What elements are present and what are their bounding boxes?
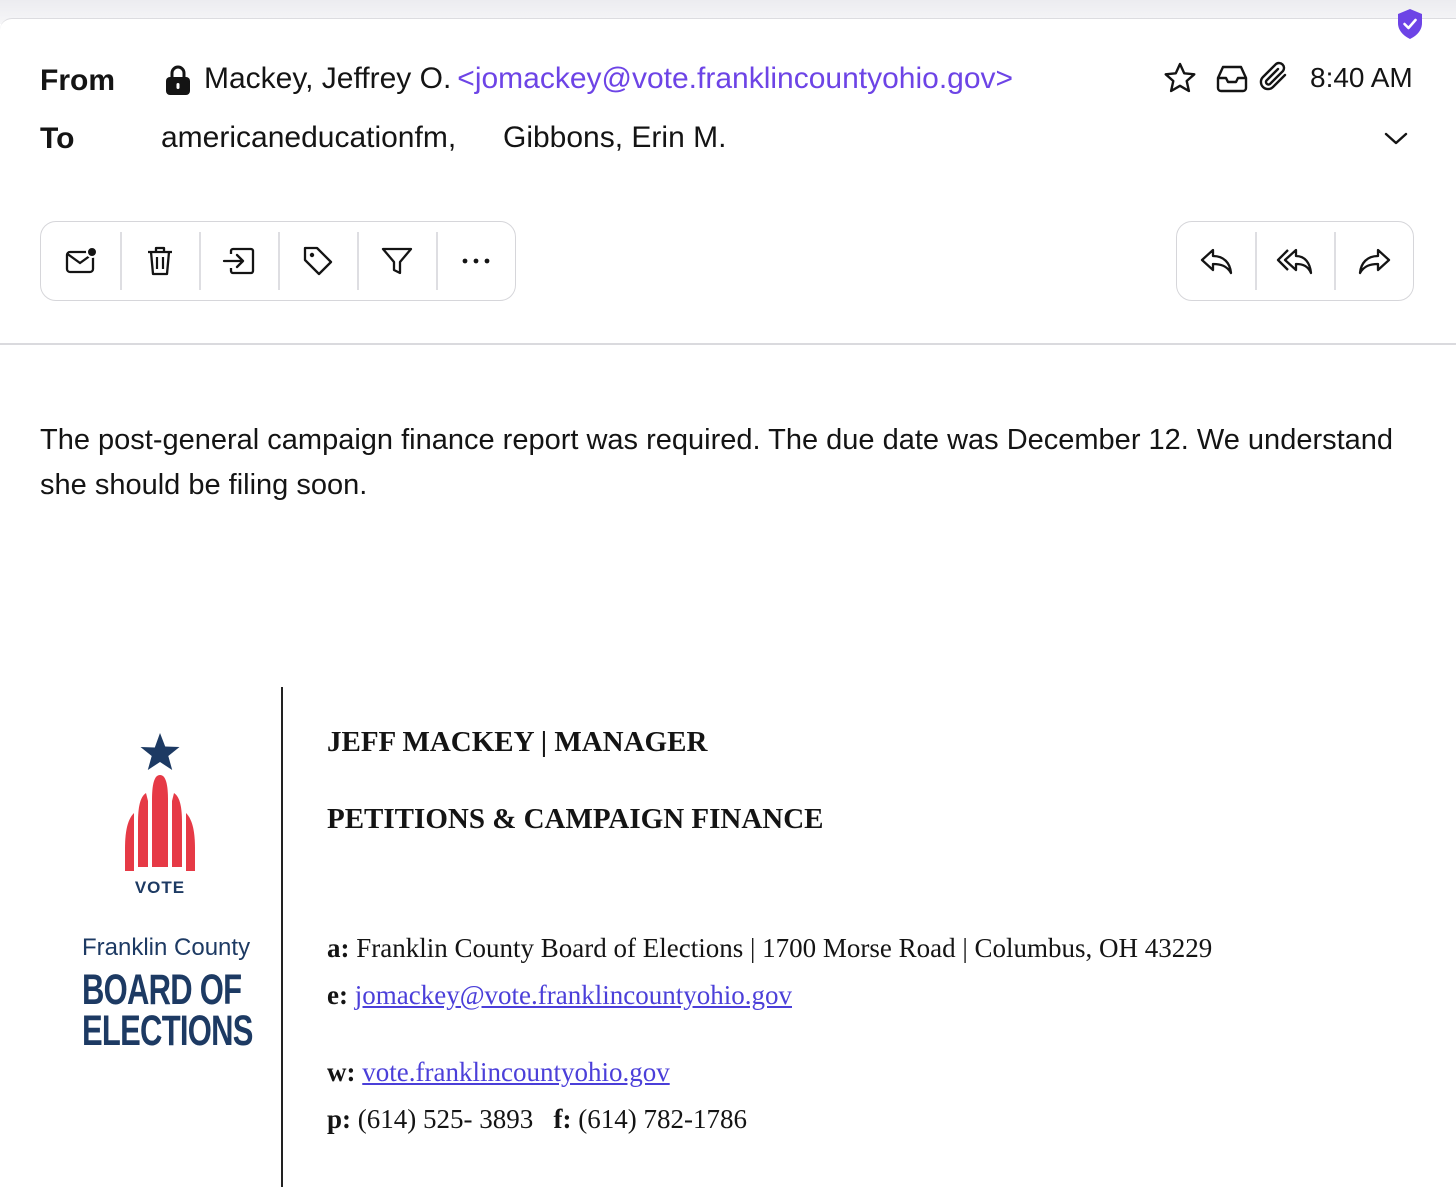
- fax-value: (614) 782-1786: [578, 1104, 747, 1134]
- signature-divider: [281, 687, 283, 1187]
- from-label: From: [40, 64, 115, 97]
- mark-unread-icon: [64, 245, 100, 277]
- more-icon: [460, 256, 492, 266]
- tag-button[interactable]: [279, 222, 357, 300]
- logo-board-line2: ELECTIONS: [82, 1007, 253, 1055]
- signature-department: PETITIONS & CAMPAIGN FINANCE: [327, 803, 824, 835]
- recipient-chip[interactable]: americaneducationfm,: [161, 121, 457, 154]
- address-label: a:: [327, 933, 350, 963]
- star-icon[interactable]: [1162, 61, 1198, 95]
- signature-address: [327, 933, 1212, 964]
- signature-email-link[interactable]: jomackey@vote.franklincountyohio.gov: [354, 980, 792, 1010]
- signature-phones: [327, 1104, 747, 1135]
- header-divider: [0, 343, 1456, 345]
- delete-button[interactable]: [121, 222, 199, 300]
- logo-board-line1: BOARD OF: [82, 966, 242, 1014]
- tag-icon: [301, 244, 335, 278]
- signature-email: [327, 980, 792, 1011]
- more-button[interactable]: [437, 222, 515, 300]
- recipient-chip[interactable]: Gibbons, Erin M.: [503, 121, 727, 154]
- inbox-tray-icon[interactable]: [1214, 62, 1250, 94]
- sender-email[interactable]: <jomackey@vote.franklincountyohio.gov>: [457, 62, 1014, 95]
- move-to-icon: [221, 245, 257, 277]
- lock-icon: [164, 64, 192, 96]
- phone-label: p:: [327, 1104, 352, 1134]
- mark-unread-button[interactable]: [43, 222, 121, 300]
- shield-check-icon: [1396, 8, 1424, 40]
- to-label: To: [40, 122, 75, 155]
- filter-icon: [380, 245, 414, 277]
- forward-icon: [1356, 246, 1392, 276]
- forward-button[interactable]: [1335, 222, 1413, 300]
- vote-logo-text: VOTE: [134, 878, 186, 897]
- signature-name: JEFF MACKEY | MANAGER: [327, 726, 708, 758]
- logo-county-name: Franklin County: [82, 934, 251, 961]
- signature-website-link[interactable]: vote.franklincountyohio.gov: [362, 1057, 670, 1087]
- filter-button[interactable]: [358, 222, 436, 300]
- message-actions-toolbar: [40, 221, 516, 301]
- sender-name[interactable]: Mackey, Jeffrey O.: [204, 62, 452, 95]
- paperclip-icon[interactable]: [1258, 58, 1292, 96]
- reply-icon: [1199, 246, 1235, 276]
- sender[interactable]: [204, 62, 1013, 96]
- vote-logo: [110, 725, 210, 900]
- message-body: The post-general campaign finance report was required. The due date was December 12. We understand she should be filing soon.: [40, 424, 1394, 501]
- reply-button[interactable]: [1178, 222, 1256, 300]
- phone-value: (614) 525- 3893: [357, 1104, 534, 1134]
- web-label: w:: [327, 1057, 356, 1087]
- fax-label: f:: [553, 1104, 572, 1134]
- reply-all-icon: [1276, 246, 1314, 276]
- address-value: Franklin County Board of Elections | 1700 Morse Road | Columbus, OH 43229: [356, 933, 1213, 963]
- reply-all-button[interactable]: [1256, 222, 1334, 300]
- chevron-down-icon[interactable]: [1382, 128, 1410, 148]
- signature-website: [327, 1057, 670, 1088]
- email-label: e:: [327, 980, 348, 1010]
- reply-toolbar: [1176, 221, 1414, 301]
- move-to-button[interactable]: [200, 222, 278, 300]
- logo-board-of-elections: [82, 966, 253, 1055]
- trash-icon: [144, 244, 176, 278]
- received-time: 8:40 AM: [1310, 62, 1413, 93]
